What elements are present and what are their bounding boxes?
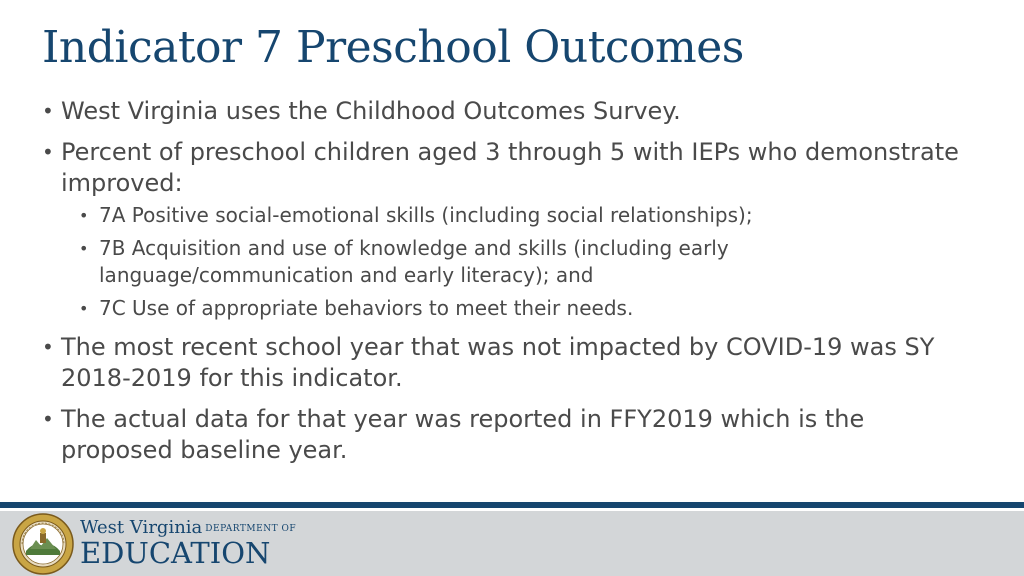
bullet-text: The actual data for that year was reported in FFY2019 which is the proposed baseline year. bbox=[61, 405, 865, 464]
sub-bullet-item bbox=[79, 235, 982, 289]
bullet-marker: • bbox=[42, 140, 54, 164]
logo-education: EDUCATION bbox=[80, 536, 271, 570]
bullet-list bbox=[42, 96, 982, 466]
bullet-item bbox=[42, 332, 982, 394]
wvde-logo bbox=[80, 518, 296, 568]
slide-content bbox=[42, 96, 982, 476]
footer-divider-bar bbox=[0, 502, 1024, 508]
sub-bullet-item bbox=[79, 295, 982, 322]
sub-bullet-text: 7A Positive social-emotional skills (including social relationships); bbox=[99, 203, 753, 227]
bullet-marker: • bbox=[42, 99, 54, 123]
logo-west-virginia: West Virginia bbox=[80, 517, 203, 538]
slide-title: Indicator 7 Preschool Outcomes bbox=[42, 22, 744, 73]
bullet-item bbox=[42, 137, 982, 322]
bullet-text: Percent of preschool children aged 3 through 5 with IEPs who demonstrate improved: bbox=[61, 138, 959, 197]
bullet-item bbox=[42, 96, 982, 127]
logo-line-1 bbox=[80, 518, 296, 538]
sub-bullet-marker: • bbox=[79, 239, 89, 258]
sub-bullet-text: 7C Use of appropriate behaviors to meet their needs. bbox=[99, 296, 634, 320]
bullet-marker: • bbox=[42, 335, 54, 359]
sub-bullet-text: 7B Acquisition and use of knowledge and skills (including early language/communication and early literacy); and bbox=[99, 236, 729, 287]
sub-bullet-marker: • bbox=[79, 206, 89, 225]
state-seal-icon bbox=[12, 513, 74, 575]
bullet-marker: • bbox=[42, 407, 54, 431]
bullet-item bbox=[42, 404, 982, 466]
sub-bullet-item bbox=[79, 202, 982, 229]
bullet-text: The most recent school year that was not impacted by COVID-19 was SY 2018-2019 for this indicator. bbox=[61, 333, 935, 392]
bullet-text: West Virginia uses the Childhood Outcomes Survey. bbox=[61, 97, 681, 125]
sub-bullet-marker: • bbox=[79, 299, 89, 318]
logo-department-of: DEPARTMENT OF bbox=[205, 524, 297, 534]
sub-bullet-list bbox=[61, 202, 982, 322]
